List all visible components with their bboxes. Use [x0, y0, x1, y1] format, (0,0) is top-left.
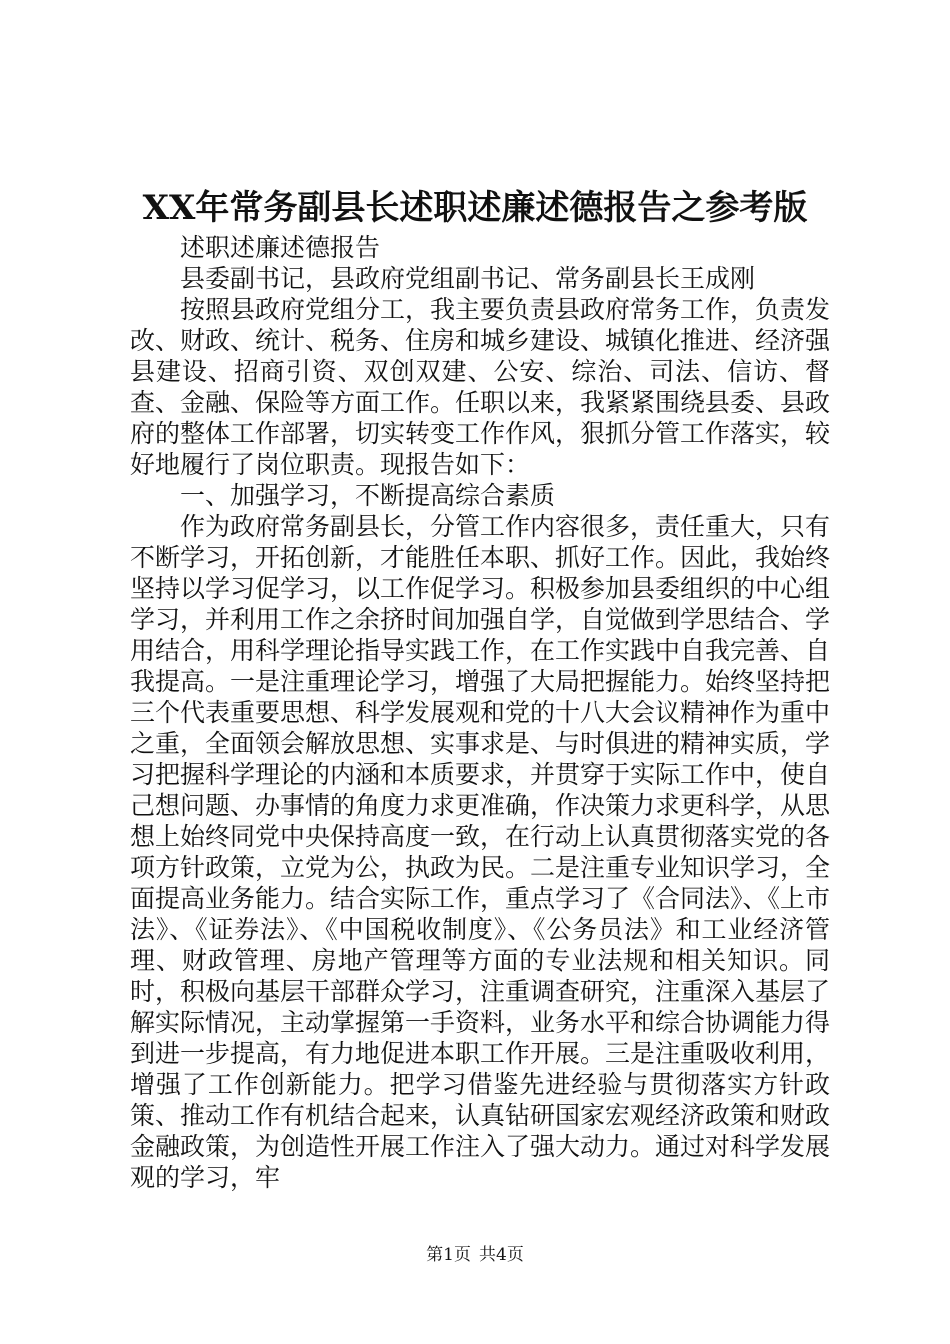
- page-number: 第1页: [426, 1245, 471, 1265]
- paragraph-intro: 按照县政府党组分工，我主要负责县政府常务工作，负责发改、财政、统计、税务、住房和城乡建设、城镇化推进、经济强县建设、招商引资、双创双建、公安、综治、司法、信访、督查、金融、保险等方面工作。任职以来，我紧紧围绕县委、县政府的整体工作部署，切实转变工作作风，狠抓分管工作落实，较好地履行了岗位职责。现报告如下：: [130, 295, 831, 479]
- page-total: 共4页: [479, 1245, 524, 1265]
- paragraph-author-line: 县委副书记，县政府党组副书记、常务副县长王成刚: [180, 264, 756, 293]
- section-heading-1: 一、加强学习，不断提高综合素质: [180, 481, 556, 510]
- page-footer: [0, 1244, 950, 1266]
- document-title: XX年常务副县长述职述廉述德报告之参考版: [142, 188, 808, 228]
- document-body: [130, 232, 830, 1193]
- paragraph-report-heading: 述职述廉述德报告: [180, 233, 381, 262]
- paragraph-section-1-body: 作为政府常务副县长，分管工作内容很多，责任重大，只有不断学习，开拓创新，才能胜任本职、抓好工作。因此，我始终坚持以学习促学习，以工作促学习。积极参加县委组织的中心组学习，并利用工作之余挤时间加强自学，自觉做到学思结合、学用结合，用科学理论指导实践工作，在工作实践中自我完善、自我提高。一是注重理论学习，增强了大局把握能力。始终坚持把三个代表重要思想、科学发展观和党的十八大会议精神作为重中之重，全面领会解放思想、实事求是、与时俱进的精神实质，学习把握科学理论的内涵和本质要求，并贯穿于实际工作中，使自己想问题、办事情的角度力求更准确，作决策力求更科学，从思想上始终同党中央保持高度一致，在行动上认真贯彻落实党的各项方针政策，立党为公，执政为民。二是注重专业知识学习，全面提高业务能力。结合实际工作，重点学习了《合同法》、《上市法》、《证券法》、《中国税收制度》、《公务员法》和工业经济管理、财政管理、房地产管理等方面的专业法规和相关知识。同时，积极向基层干部群众学习，注重调查研究，注重深入基层了解实际情况，主动掌握第一手资料，业务水平和综合协调能力得到进一步提高，有力地促进本职工作开展。三是注重吸收利用，增强了工作创新能力。把学习借鉴先进经验与贯彻落实方针政策、推动工作有机结合起来，认真钻研国家宏观经济政策和财政金融政策，为创造性开展工作注入了强大动力。通过对科学发展观的学习，牢: [130, 512, 831, 1192]
